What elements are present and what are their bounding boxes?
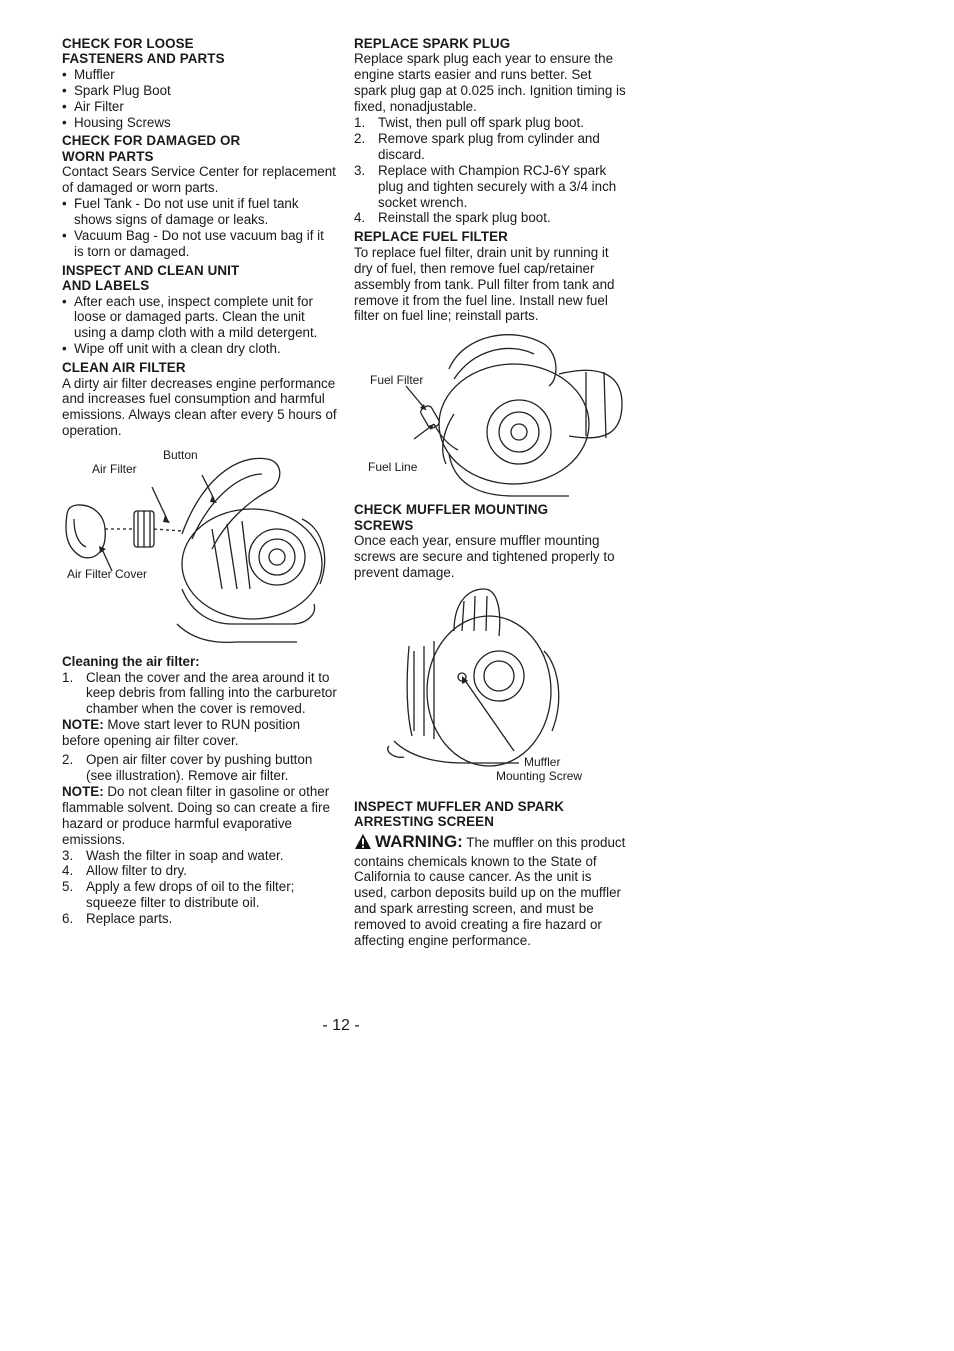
cleaning-steps-c <box>62 848 337 928</box>
section-title-inspect-clean: INSPECT AND CLEAN UNIT AND LABELS <box>62 262 240 294</box>
label-air-filter: Air Filter <box>92 462 137 477</box>
list-item: • After each use, inspect complete unit for loose or damaged parts. Clean the unit using a damp cloth with a mild detergent. <box>62 294 337 342</box>
spark-plug-steps <box>354 115 626 226</box>
label-button: Button <box>163 448 198 463</box>
list-item: 3. Replace with Champion RCJ-6Y spark plug and tighten securely with a 3/4 inch socket wrench. <box>354 162 617 210</box>
label-fuel-line: Fuel Line <box>368 460 418 475</box>
warning-text: The muffler on this product contains chemicals known to the State of California to cause cancer. As the unit is used, carbon deposits build up on the muffler and spark arresting screen, and must be removed to avoid creating a fire hazard or affecting engine performance. <box>354 834 626 949</box>
list-item: 2. Open air filter cover by pushing button (see illustration). Remove air filter. <box>62 752 313 783</box>
muffler-screws-text: Once each year, ensure muffler mounting screws are secure and tightened properly to prevent damage. <box>354 533 615 580</box>
list-item: • Fuel Tank - Do not use unit if fuel tank shows signs of damage or leaks. <box>62 196 337 228</box>
section-title-spark-screen: INSPECT MUFFLER AND SPARK ARRESTING SCREEN <box>354 798 565 830</box>
spark-plug-text: Replace spark plug each year to ensure the engine starts easier and runs better. Set spark plug gap at 0.025 inch. Ignition timing is fixed, nonadjustable. <box>354 51 626 115</box>
label-fuel-filter: Fuel Filter <box>370 373 424 388</box>
note-gasoline: NOTE: Do not clean filter in gasoline or other flammable solvent. Doing so can create a fire hazard or produce harmful evaporative emissions. <box>62 783 330 847</box>
cleaning-subtitle: Cleaning the air filter: <box>62 654 200 670</box>
blower-fuel-filter-drawing <box>354 324 626 502</box>
fuel-filter-text: To replace fuel filter, drain unit by running it dry of fuel, then remove fuel cap/retainer assembly from tank. Pull filter from tank and remove it from the fuel line. Install new fuel filter on fuel line; reinstall parts. <box>354 244 615 324</box>
list-item: • Vacuum Bag - Do not use vacuum bag if it is torn or damaged. <box>62 228 337 260</box>
blower-muffler-drawing <box>354 581 626 799</box>
page-number: - 12 - <box>322 1017 360 1034</box>
section-title-muffler-screws: CHECK MUFFLER MOUNTING SCREWS <box>354 502 549 533</box>
section-title-damaged-parts: CHECK FOR DAMAGED OR WORN PARTS <box>62 133 241 164</box>
list-item: 5. Apply a few drops of oil to the filter; squeeze filter to distribute oil. <box>62 879 295 911</box>
section-title-clean-air-filter: CLEAN AIR FILTER <box>62 360 186 376</box>
inspect-clean-list <box>62 294 337 358</box>
label-muffler: Muffler <box>524 754 561 769</box>
right-column <box>354 36 626 949</box>
list-item: 1. Twist, then pull off spark plug boot. <box>354 115 584 131</box>
damaged-parts-text: Contact Sears Service Center for replacement of damaged or worn parts. <box>62 164 336 196</box>
cleaning-steps-b <box>62 752 337 784</box>
list-item: 1. Clean the cover and the area around it to keep debris from falling into the carburetor chamber when the cover is removed. <box>62 669 337 717</box>
label-air-filter-cover: Air Filter Cover <box>67 567 148 582</box>
list-item: • Muffler <box>62 67 337 83</box>
list-item: • Wipe off unit with a clean dry cloth. <box>62 341 337 357</box>
list-item: 2. Remove spark plug from cylinder and discard. <box>354 130 600 162</box>
muffler-illustration <box>354 581 626 799</box>
clean-air-filter-text: A dirty air filter decreases engine performance and increases fuel consumption and harmful emissions. Always clean after every 5 hours of operation. <box>62 375 337 439</box>
list-item: 3. Wash the filter in soap and water. <box>62 847 284 863</box>
list-item: 4. Reinstall the spark plug boot. <box>354 210 551 226</box>
label-mounting-screw: Mounting Screw <box>496 768 583 783</box>
list-item: 4. Allow filter to dry. <box>62 863 187 879</box>
warning-paragraph <box>354 833 626 949</box>
note-start-lever: NOTE: Move start lever to RUN position before opening air filter cover. <box>62 717 301 749</box>
section-title-spark-plug: REPLACE SPARK PLUG <box>354 36 511 51</box>
air-filter-illustration <box>62 439 337 654</box>
list-item: • Air Filter <box>62 99 337 115</box>
list-item: • Housing Screws <box>62 115 337 131</box>
list-item: 6. Replace parts. <box>62 911 173 927</box>
section-title-fuel-filter: REPLACE FUEL FILTER <box>354 229 508 245</box>
section-title-loose-fasteners: CHECK FOR LOOSE FASTENERS AND PARTS <box>62 36 225 67</box>
warning-triangle-icon <box>354 833 372 854</box>
loose-fasteners-list <box>62 67 337 131</box>
list-item: • Spark Plug Boot <box>62 83 337 99</box>
left-column <box>62 36 337 927</box>
cleaning-steps-a <box>62 670 337 718</box>
fuel-filter-illustration <box>354 324 626 502</box>
warning-label: WARNING: <box>375 831 463 851</box>
damaged-parts-list <box>62 196 337 260</box>
